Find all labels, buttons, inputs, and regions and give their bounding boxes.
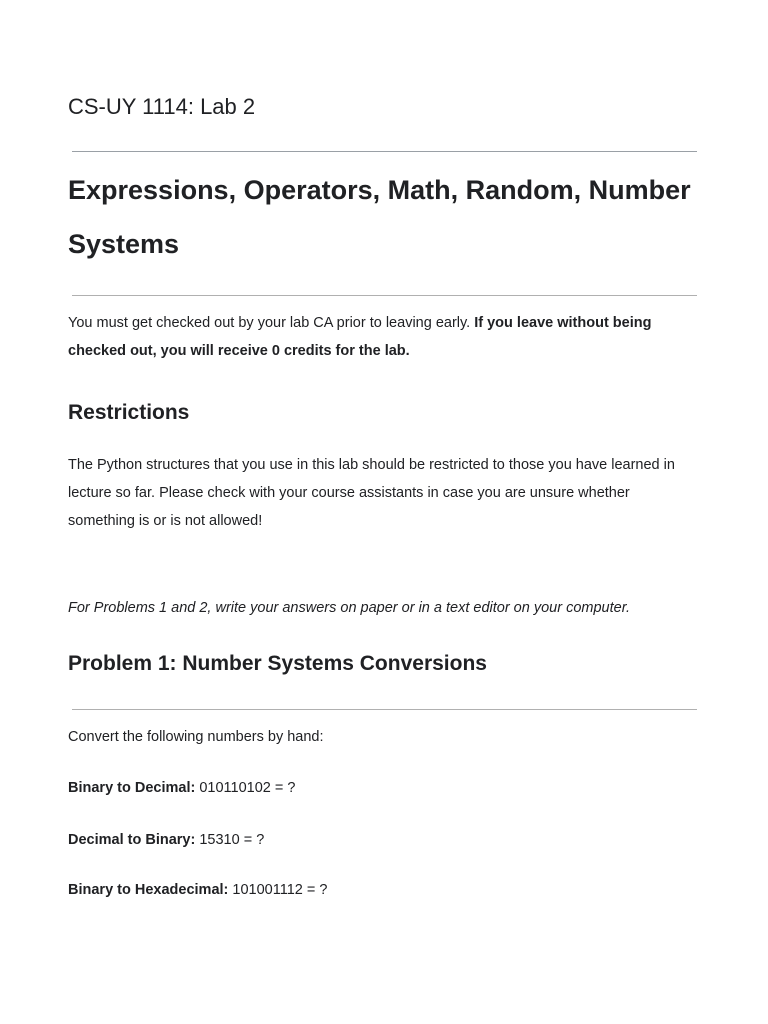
problems-note: For Problems 1 and 2, write your answers on paper or in a text editor on your computer. [68,600,631,616]
conversion-value: 15310 = ? [195,832,265,848]
checkout-notice [68,309,700,365]
conversion-label: Binary to Decimal: [68,780,196,796]
conversion-item [68,876,700,904]
course-title: CS-UY 1114: Lab 2 [68,94,256,119]
conversion-value: 010110102 = ? [195,780,296,796]
conversion-value: 101001112 = ? [228,882,328,898]
conversion-item [68,826,700,854]
conversion-label: Binary to Hexadecimal: [68,882,229,898]
problem1-heading: Problem 1: Number Systems Conversions [68,652,487,675]
conversion-item [68,774,700,802]
title-divider [72,151,697,152]
conversion-label: Decimal to Binary: [68,832,196,848]
restrictions-heading: Restrictions [68,401,190,424]
page-title: Expressions, Operators, Math, Random, Number Systems [68,175,691,259]
problem1-intro: Convert the following numbers by hand: [68,729,324,745]
restrictions-text: The Python structures that you use in this lab should be restricted to those you have learned in lecture so far. Please check with your course assistants in case you are unsure whether something is or is not allowed! [68,457,675,529]
checkout-text: You must get checked out by your lab CA prior to leaving early. [68,315,475,331]
checkout-warning: If you leave without being checked out, you will receive 0 credits for the lab. [68,315,652,359]
problem1-divider [72,709,697,710]
heading-divider [72,295,697,296]
